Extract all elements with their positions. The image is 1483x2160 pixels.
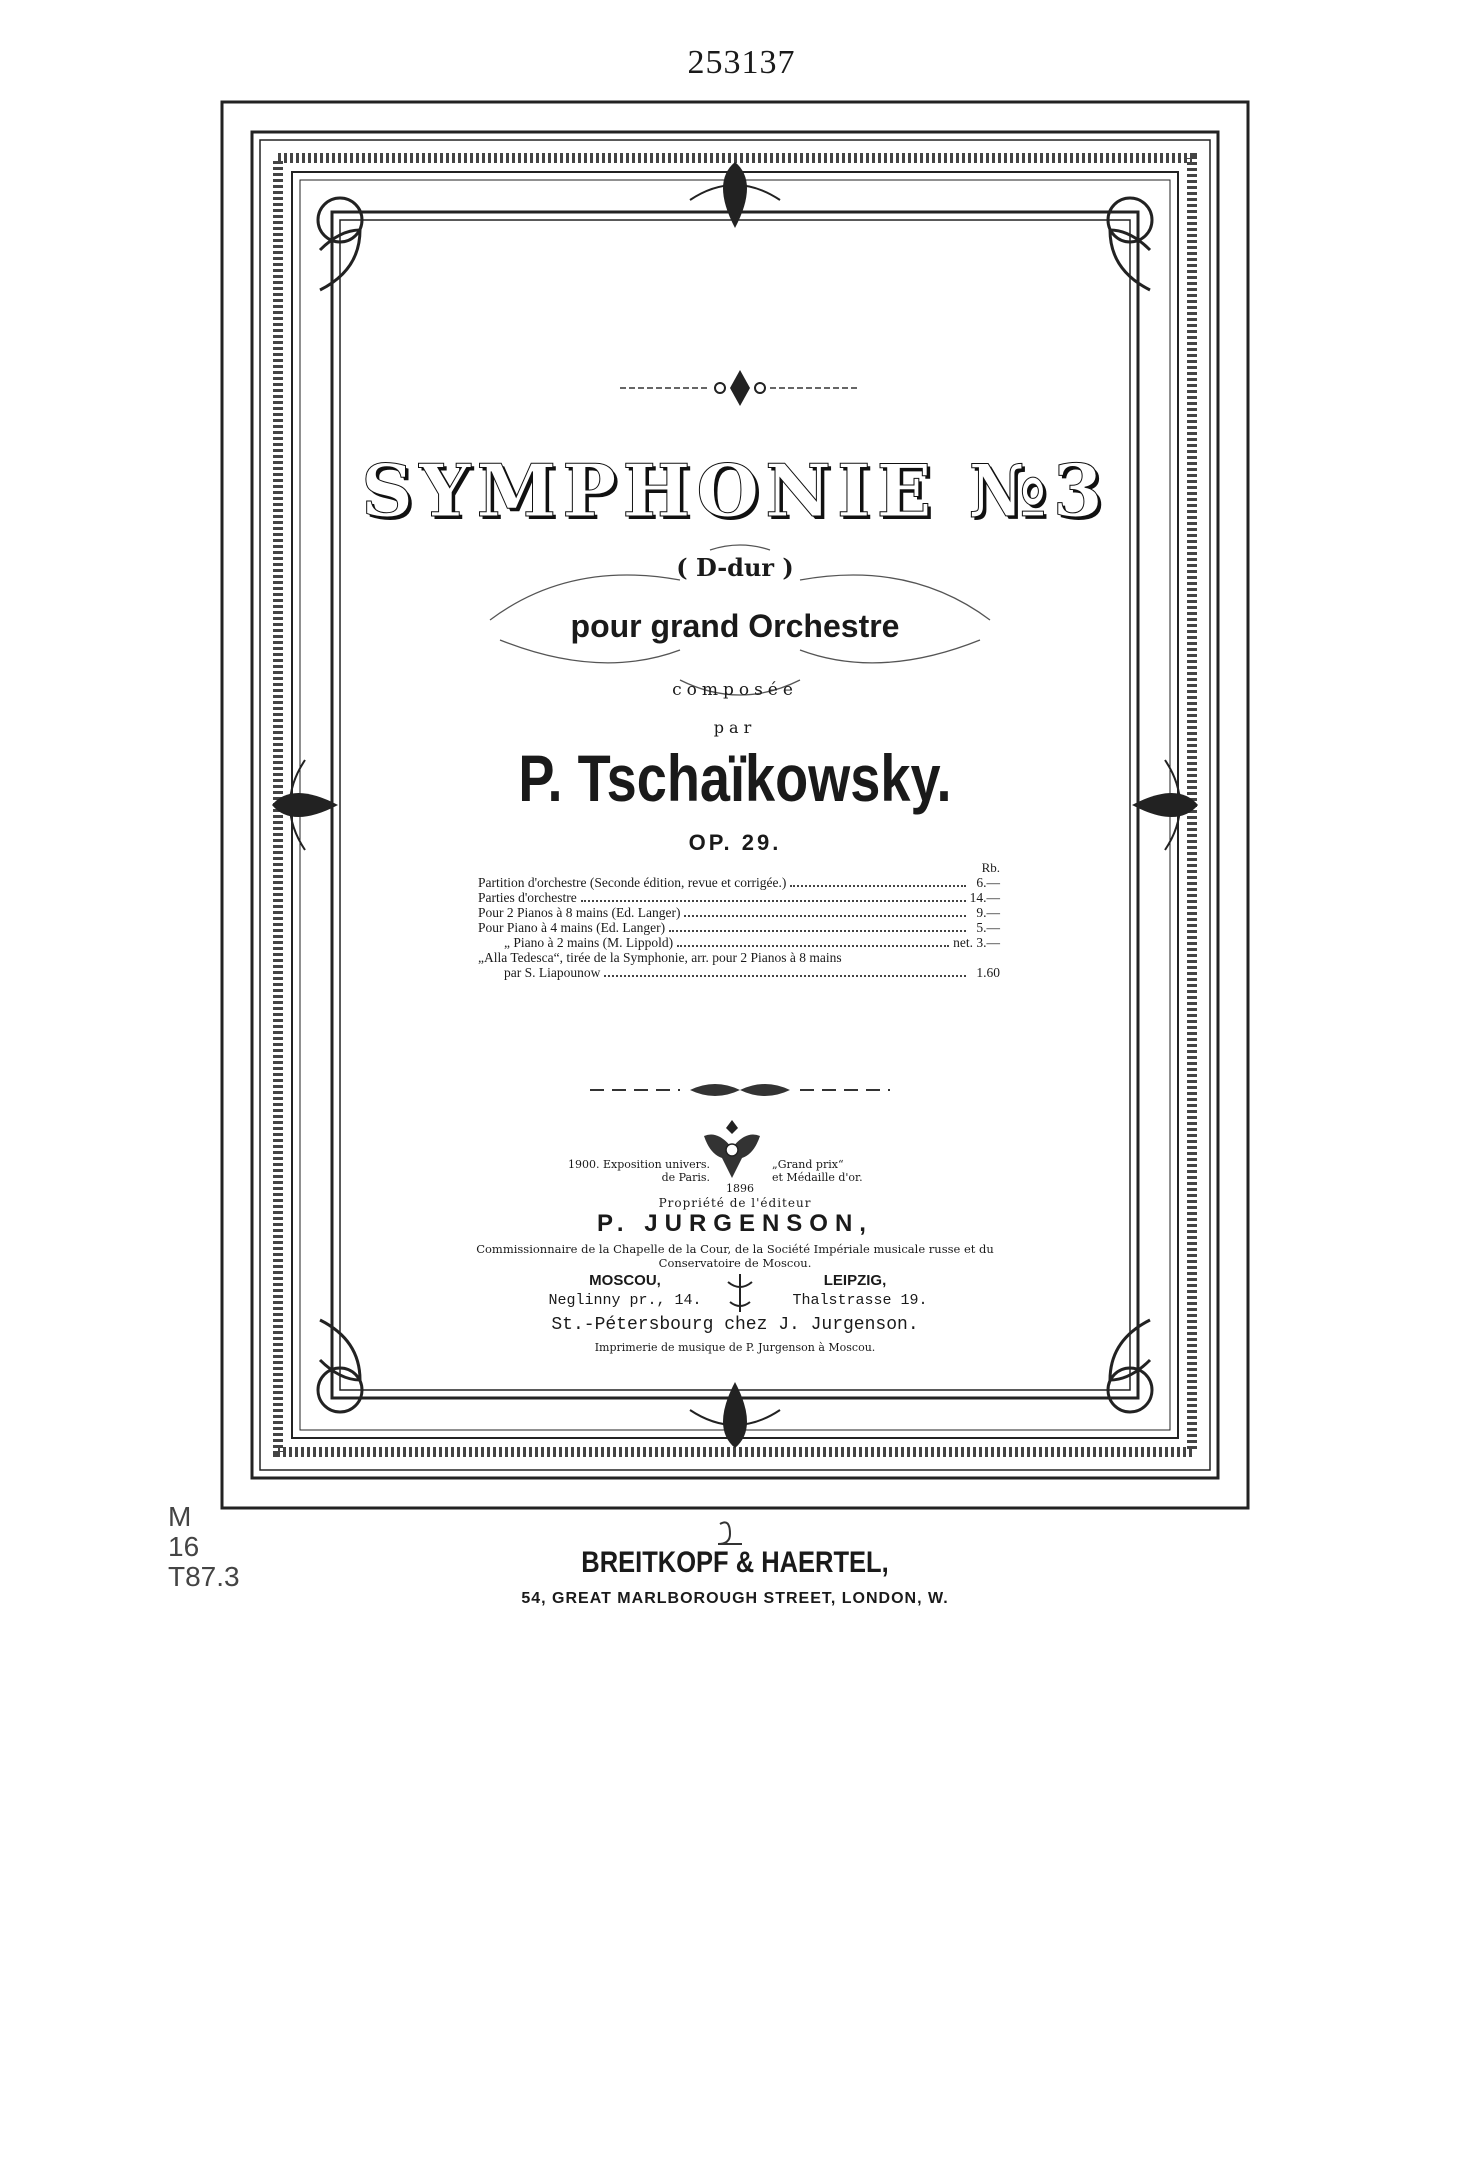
opus-number: OP. 29.: [688, 830, 782, 855]
price-item-label: Pour Piano à 4 mains (Ed. Langer): [478, 920, 666, 935]
scoring: pour grand Orchestre: [570, 608, 900, 644]
catalog-number: 253137: [687, 44, 796, 81]
commission-text: [330, 1242, 1140, 1270]
commission-line: Conservatoire de Moscou.: [658, 1256, 812, 1270]
margin-note: 16: [168, 1531, 200, 1562]
divider-ornament: [590, 1080, 890, 1100]
price-item-price: 1.60: [976, 965, 1000, 980]
price-item-price: net. 3.—: [953, 935, 1000, 950]
composer: P. Tschaïkowsky.: [518, 741, 952, 815]
publisher: P. JURGENSON,: [597, 1210, 873, 1237]
key-signature: ( D-dur ): [676, 553, 794, 582]
city-leipzig: LEIPZIG,: [823, 1272, 887, 1289]
title-ornament: [620, 366, 860, 410]
small-ornament: [700, 1518, 760, 1548]
address-leipzig: Thalstrasse 19.: [792, 1292, 928, 1309]
price-row: [478, 965, 1000, 980]
price-row: [478, 950, 1000, 965]
price-item-label: „ Piano à 2 mains (M. Lippold): [504, 935, 674, 950]
price-item-label: Parties d'orchestre: [478, 890, 577, 905]
composed-label: composée: [672, 680, 798, 700]
price-item-price: 9.—: [976, 905, 1000, 920]
award-left-line: 1900. Exposition univers.: [567, 1158, 710, 1171]
price-item-label: Partition d'orchestre (Seconde édition, revue et corrigée.): [478, 875, 787, 890]
city-moscow: MOSCOU,: [589, 1272, 661, 1289]
currency-label: Rb.: [981, 860, 1000, 875]
margin-note: M: [168, 1501, 192, 1532]
price-item-label: par S. Liapounow: [504, 965, 601, 980]
title: SYMPHONIE №3: [361, 448, 1109, 533]
award-year: 1896: [726, 1182, 754, 1195]
price-row: [478, 875, 1000, 890]
printer-line: Imprimerie de musique de P. Jurgenson à Moscou.: [594, 1341, 876, 1354]
award-left: [540, 1158, 710, 1184]
par-label: par: [713, 718, 757, 737]
award-right-line: et Médaille d'or.: [772, 1171, 863, 1184]
anchor-icon: [722, 1272, 758, 1314]
award-right-line: „Grand prix“: [772, 1158, 844, 1171]
distributor-address: 54, GREAT MARLBOROUGH STREET, LONDON, W.: [521, 1590, 949, 1607]
distributor-name: BREITKOPF & HAERTEL,: [581, 1546, 889, 1579]
price-list: [478, 860, 1000, 980]
address-moscow: Neglinny pr., 14.: [548, 1292, 702, 1309]
st-petersbourg-line: St.-Pétersbourg chez J. Jurgenson.: [551, 1315, 919, 1335]
margin-note: T87.3: [168, 1561, 240, 1592]
price-item-price: 14.—: [969, 890, 1000, 905]
price-row: [478, 935, 1000, 950]
commission-line: Commissionnaire de la Chapelle de la Cour, de la Société Impériale musicale russe et du: [476, 1242, 994, 1256]
propriete-label: Propriété de l'éditeur: [658, 1196, 812, 1210]
price-item-label: Pour 2 Pianos à 8 mains (Ed. Langer): [478, 905, 681, 920]
price-item-label: „Alla Tedesca“, tirée de la Symphonie, arr. pour 2 Pianos à 8 mains: [478, 950, 842, 965]
price-item-price: 6.—: [976, 875, 1000, 890]
award-left-line: de Paris.: [661, 1171, 710, 1184]
margin-notes: [168, 1502, 240, 1592]
imperial-eagle-icon: [702, 1116, 762, 1182]
price-row: [478, 905, 1000, 920]
price-row: [478, 890, 1000, 905]
award-right: [772, 1158, 972, 1184]
price-item-price: 5.—: [976, 920, 1000, 935]
price-row: [478, 920, 1000, 935]
